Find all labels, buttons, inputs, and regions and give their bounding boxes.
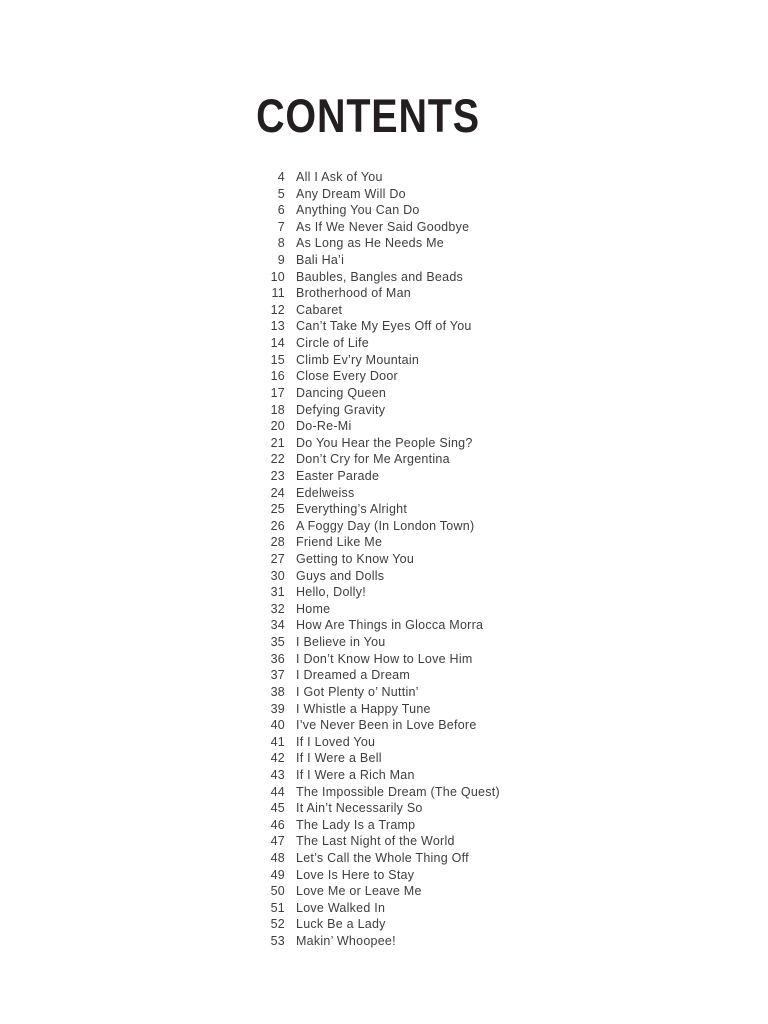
toc-entry	[252, 750, 552, 767]
toc-page-number: 50	[270, 884, 285, 899]
toc-page-number: 49	[270, 867, 285, 882]
toc-song-title: Makin’ Whoopee!	[296, 934, 396, 949]
toc-entry	[252, 485, 552, 502]
toc-entry	[252, 916, 552, 933]
toc-page-number: 18	[270, 402, 285, 417]
toc-page-number: 36	[270, 651, 285, 666]
toc-page-number: 38	[270, 684, 285, 699]
toc-entry	[252, 800, 552, 817]
toc-song-title: Can’t Take My Eyes Off of You	[296, 319, 472, 334]
toc-song-title: If I Were a Rich Man	[296, 767, 415, 782]
toc-page-number: 13	[270, 319, 285, 334]
toc-entry	[252, 667, 552, 684]
toc-song-title: Any Dream Will Do	[296, 186, 406, 201]
toc-entry	[252, 817, 552, 834]
toc-entry	[252, 402, 552, 419]
toc-page-number: 28	[270, 535, 285, 550]
toc-entry	[252, 169, 552, 186]
toc-song-title: Edelweiss	[296, 485, 355, 500]
toc-page-number: 44	[270, 784, 285, 799]
toc-entry	[252, 252, 552, 269]
toc-page-number: 10	[270, 269, 285, 284]
toc-song-title: I Believe in You	[296, 635, 386, 650]
toc-entry	[252, 833, 552, 850]
toc-song-title: I Got Plenty o’ Nuttin’	[296, 684, 419, 699]
toc-entry	[252, 784, 552, 801]
toc-page-number: 30	[270, 568, 285, 583]
toc-entry	[252, 335, 552, 352]
toc-page-number: 47	[270, 834, 285, 849]
toc-page-number: 14	[270, 336, 285, 351]
toc-song-title: All I Ask of You	[296, 170, 383, 184]
toc-entry	[252, 701, 552, 718]
toc-page-number: 27	[270, 552, 285, 567]
toc-page-number: 17	[270, 385, 285, 400]
toc-page-number: 40	[270, 718, 285, 733]
toc-entry	[252, 501, 552, 518]
toc-song-title: As If We Never Said Goodbye	[296, 219, 470, 234]
toc-entry	[252, 568, 552, 585]
toc-entry	[252, 617, 552, 634]
page-title: CONTENTS	[256, 89, 480, 142]
toc-page-number: 8	[277, 236, 285, 251]
toc-song-title: Bali Ha’i	[296, 253, 345, 268]
toc-page-number: 46	[270, 817, 285, 832]
toc-page-number: 34	[270, 618, 285, 633]
toc-entry	[252, 235, 552, 252]
toc-entry	[252, 285, 552, 302]
toc-song-title: Love Me or Leave Me	[296, 884, 422, 899]
toc-song-title: As Long as He Needs Me	[296, 236, 444, 251]
toc-entry	[252, 767, 552, 784]
toc-song-title: I Don’t Know How to Love Him	[296, 651, 473, 666]
toc-song-title: Climb Ev’ry Mountain	[296, 352, 420, 367]
toc-song-title: I’ve Never Been in Love Before	[296, 718, 477, 733]
toc-song-title: Anything You Can Do	[296, 203, 420, 218]
toc-song-title: I Dreamed a Dream	[296, 668, 411, 683]
toc-entry	[252, 418, 552, 435]
toc-entry	[252, 867, 552, 884]
toc-song-title: The Impossible Dream (The Quest)	[296, 784, 500, 799]
toc-song-title: It Ain’t Necessarily So	[296, 801, 423, 816]
toc-entry	[252, 385, 552, 402]
toc-entry	[252, 186, 552, 203]
toc-song-title: Friend Like Me	[296, 535, 383, 550]
toc-page-number: 45	[270, 801, 285, 816]
toc-song-title: If I Loved You	[296, 734, 376, 749]
toc-page-number: 23	[270, 468, 285, 483]
toc-entry	[252, 734, 552, 751]
toc-song-title: I Whistle a Happy Tune	[296, 701, 431, 716]
toc-page-number: 11	[271, 286, 285, 301]
toc-entry	[252, 269, 552, 286]
toc-page-number: 20	[270, 419, 285, 434]
toc-page-number: 15	[270, 352, 285, 367]
toc-page-number: 24	[270, 485, 285, 500]
toc-entry	[252, 933, 552, 950]
toc-song-title: Dancing Queen	[296, 385, 387, 400]
toc-page-number: 39	[270, 701, 285, 716]
toc-page-number: 52	[270, 917, 285, 932]
toc-song-title: Let’s Call the Whole Thing Off	[296, 850, 469, 865]
toc-song-title: Brotherhood of Man	[296, 286, 411, 301]
toc-page-number: 22	[270, 452, 285, 467]
toc-page-number: 16	[270, 369, 285, 384]
toc-song-title: Cabaret	[296, 302, 343, 317]
toc-page-number: 4	[277, 170, 285, 184]
toc-entry	[252, 850, 552, 867]
toc-entry	[252, 451, 552, 468]
toc-entry	[252, 302, 552, 319]
toc-song-title: Circle of Life	[296, 336, 369, 351]
toc-song-title: Close Every Door	[296, 369, 398, 384]
contents-list	[252, 169, 552, 950]
toc-song-title: Don’t Cry for Me Argentina	[296, 452, 450, 467]
toc-entry	[252, 468, 552, 485]
toc-page-number: 53	[270, 934, 285, 949]
toc-song-title: Love Walked In	[296, 900, 386, 915]
toc-page-number: 21	[270, 435, 285, 450]
toc-entry	[252, 318, 552, 335]
toc-song-title: Do You Hear the People Sing?	[296, 435, 473, 450]
toc-page-number: 6	[277, 203, 285, 218]
toc-page-number: 35	[270, 635, 285, 650]
toc-entry	[252, 684, 552, 701]
toc-page-number: 48	[270, 850, 285, 865]
toc-song-title: Love Is Here to Stay	[296, 867, 415, 882]
toc-entry	[252, 651, 552, 668]
toc-entry	[252, 717, 552, 734]
toc-song-title: The Last Night of the World	[296, 834, 455, 849]
toc-page-number: 41	[270, 734, 285, 749]
toc-entry	[252, 219, 552, 236]
toc-page-number: 5	[277, 186, 285, 201]
toc-song-title: Guys and Dolls	[296, 568, 385, 583]
toc-page-number: 51	[270, 900, 285, 915]
toc-entry	[252, 202, 552, 219]
toc-entry	[252, 534, 552, 551]
toc-page-number: 9	[277, 253, 285, 268]
toc-page-number: 12	[270, 302, 285, 317]
toc-song-title: Defying Gravity	[296, 402, 386, 417]
toc-page-number: 32	[270, 601, 285, 616]
toc-entry	[252, 900, 552, 917]
toc-song-title: The Lady Is a Tramp	[296, 817, 416, 832]
toc-song-title: Baubles, Bangles and Beads	[296, 269, 464, 284]
toc-song-title: Easter Parade	[296, 468, 380, 483]
toc-entry	[252, 601, 552, 618]
toc-entry	[252, 883, 552, 900]
toc-song-title: If I Were a Bell	[296, 751, 382, 766]
toc-song-title: A Foggy Day (In London Town)	[296, 518, 475, 533]
toc-song-title: Hello, Dolly!	[296, 585, 366, 600]
toc-page-number: 25	[270, 502, 285, 517]
toc-entry	[252, 518, 552, 535]
toc-page-number: 43	[270, 767, 285, 782]
toc-entry	[252, 352, 552, 369]
toc-page-number: 7	[277, 219, 285, 234]
toc-page-number: 37	[270, 668, 285, 683]
toc-song-title: Everything’s Alright	[296, 502, 408, 517]
toc-song-title: Luck Be a Lady	[296, 917, 386, 932]
toc-page-number: 26	[270, 518, 285, 533]
toc-entry	[252, 551, 552, 568]
toc-song-title: Do-Re-Mi	[296, 419, 352, 434]
toc-song-title: Home	[296, 601, 331, 616]
toc-entry	[252, 435, 552, 452]
toc-song-title: How Are Things in Glocca Morra	[296, 618, 484, 633]
toc-entry	[252, 368, 552, 385]
toc-entry	[252, 634, 552, 651]
toc-page-number: 42	[270, 751, 285, 766]
toc-song-title: Getting to Know You	[296, 552, 415, 567]
toc-page-number: 31	[270, 585, 285, 600]
toc-entry	[252, 584, 552, 601]
